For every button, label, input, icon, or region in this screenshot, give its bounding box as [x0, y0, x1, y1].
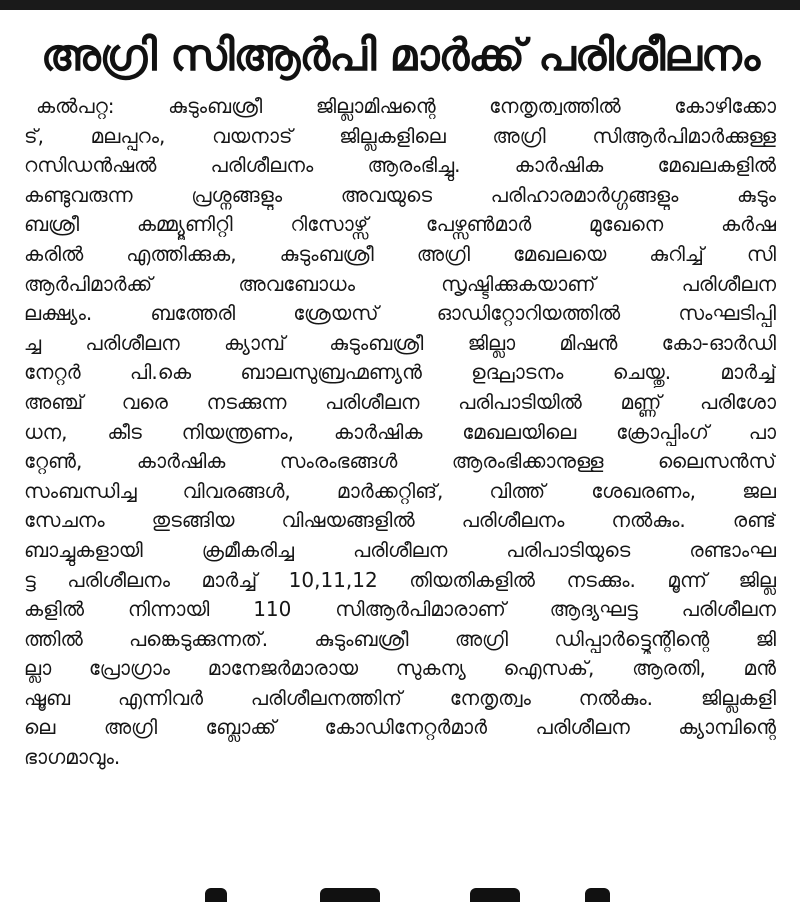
article-line: കളിൽ നിന്നായി 110 സിആർപിമാരാണ് ആദ്യഘട്ട പരിശീലന: [24, 597, 776, 622]
article-line: ട്ട പരിശീലനം മാർച്ച് 10,11,12 തിയതികളിൽ നടക്കും. മൂന്ന് ജില്ല: [24, 567, 776, 592]
cropped-glyph: [205, 888, 227, 902]
article-line: ച്ച പരിശീലന ക്യാമ്പ് കുടുംബശ്രീ ജില്ലാ മിഷൻ കോ-ഓർഡി: [24, 330, 776, 355]
article-line: ലക്ഷ്യം. ബത്തേരി ശ്രേയസ് ഓഡിറ്റോറിയത്തിൽ സംഘടിപ്പി: [24, 301, 776, 326]
article-line: റസിഡൻഷൽ പരിശീലനം ആരംഭിച്ചു. കാർഷിക മേഖലകളിൽ: [24, 153, 776, 178]
cropped-glyph: [470, 888, 520, 902]
article-body: [24, 92, 776, 773]
cropped-glyph: [585, 888, 610, 902]
article-line: ബാച്ചുകളായി ക്രമീകരിച്ച പരിശീലന പരിപാടിയുടെ രണ്ടാംഘ: [24, 537, 776, 562]
article-line: ആർപിമാർക്ക് അവബോധം സൃഷ്ടിക്കുകയാണ് പരിശീലന: [24, 271, 776, 296]
article-line: ബശ്രീ കമ്മ്യൂണിറ്റി റിസോഴ്സ് പേഴ്സൺമാർ മുഖേനെ കർഷ: [24, 212, 776, 237]
article-line: ധന, കീട നിയന്ത്രണം, കാർഷിക മേഖലയിലെ ക്രോപ്പിംഗ് പാ: [24, 419, 776, 444]
cropped-glyph: [320, 888, 380, 902]
article-line: അഞ്ച് വരെ നടക്കുന്ന പരിശീലന പരിപാടിയിൽ മണ്ണ് പരിശോ: [24, 389, 776, 414]
article-line: ലെ അഗ്രി ബ്ലോക്ക് കോഡിനേറ്റർമാർ പരിശീലന ക്യാമ്പിന്റെ: [24, 715, 776, 740]
article-line: ഷൂബ എന്നിവർ പരിശീലനത്തിന് നേതൃത്വം നൽകും. ജില്ലകളി: [24, 685, 776, 710]
article-line: ട്, മലപ്പുറം, വയനാട് ജില്ലകളിലെ അഗ്രി സിആർപിമാർക്കുള്ള: [24, 123, 776, 148]
article-line: കരിൽ എത്തിക്കുക, കുടുംബശ്രീ അഗ്രി മേഖലയെ കുറിച്ച് സി: [24, 241, 776, 266]
article-line: കൽപറ്റ: കുടുംബശ്രീ ജില്ലാമിഷന്റെ നേതൃത്വത്തിൽ കോഴിക്കോ: [36, 94, 776, 118]
cropped-next-headline: [0, 880, 800, 902]
article-line: ഭാഗമാവും.: [24, 745, 121, 770]
article-line: സംബന്ധിച്ച വിവരങ്ങൾ, മാർക്കറ്റിങ്, വിത്ത് ശേഖരണം, ജല: [24, 478, 776, 503]
article-line: സേചനം തുടങ്ങിയ വിഷയങ്ങളിൽ പരിശീലനം നൽകും. രണ്ട്: [24, 508, 776, 533]
article-line: ല്ലാ പ്രോഗ്രാം മാനേജർമാരായ സുകന്യ ഐസക്, ആരതി, മൻ: [24, 656, 776, 681]
headline: അഗ്രി സിആർപി മാർക്ക് പരിശീലനം: [40, 30, 760, 81]
article-line: നേറ്റർ പി.കെ ബാലസുബ്രഹ്മണ്യൻ ഉദ്ഘാടനം ചെയ്തു. മാർച്ച്: [24, 360, 776, 385]
top-border-rule: [0, 0, 800, 10]
article-line: റ്റേൺ, കാർഷിക സംരംഭങ്ങൾ ആരംഭിക്കാനുള്ള ലൈസൻസ്: [24, 449, 776, 474]
article-line: കണ്ടുവരുന്ന പ്രശ്നങ്ങളും അവയുടെ പരിഹാരമാർഗ്ഗങ്ങളും കുടും: [24, 182, 776, 207]
article-line: ത്തിൽ പങ്കെടുക്കുന്നത്. കുടുംബശ്രീ അഗ്രി ഡിപ്പാർട്ട്മെന്റിന്റെ ജി: [24, 626, 776, 651]
